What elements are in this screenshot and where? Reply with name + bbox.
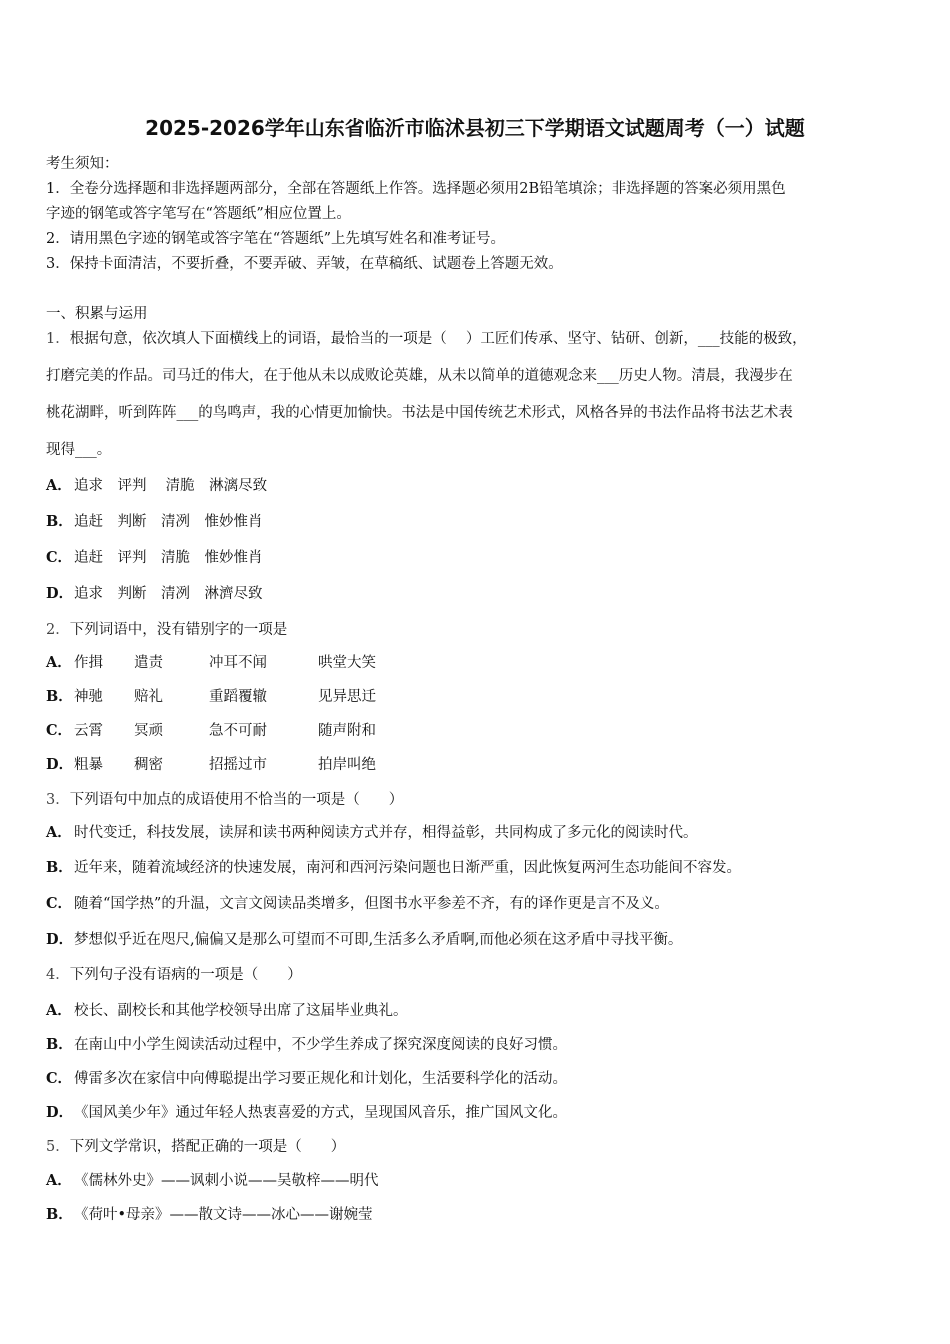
question-3-stem: [46, 788, 403, 809]
question-text: 下列语句中加点的成语使用不恰当的一项是（ ）: [69, 792, 404, 808]
option-text: 时代变迁，科技发展，读屏和读书两种阅读方式并存，相得益彰，共同构成了多元化的阅读时代。: [74, 825, 698, 841]
option-text: 随着“国学热”的升温，文言文阅读品类增多，但图书水平参差不齐，有的译作更是言不及义。: [74, 896, 669, 912]
question-number: 5．: [46, 1139, 70, 1155]
question-text: 根据句意，依次填人下面横线上的词语，最恰当的一项是（ ）工匠们传承、坚守、钻研、创新，___技能的极致，: [69, 331, 807, 347]
option-text: 追赶 评判 清脆 惟妙惟肖: [74, 550, 263, 566]
option-text: 校长、副校长和其他学校领导出席了这届毕业典礼。: [74, 1003, 408, 1019]
option-label: A．: [46, 477, 72, 494]
option-c[interactable]: [46, 719, 376, 740]
option-text: 近年来，随着流域经济的快速发展，南河和西河污染问题也日渐严重，因此恢复两河生态功能间不容发。: [74, 860, 741, 876]
option-text: 《儒林外史》——讽刺小说——吴敬梓——明代: [74, 1173, 379, 1189]
notice-item: 2．请用黑色字迹的钢笔或答字笔在“答题纸”上先填写姓名和准考证号。: [46, 231, 506, 247]
option-b[interactable]: [46, 1033, 567, 1054]
option-label: B．: [46, 1206, 73, 1223]
word: 随声附和: [318, 723, 376, 739]
word: 云霄: [74, 723, 103, 739]
option-b[interactable]: [46, 510, 263, 531]
option-label: A．: [46, 824, 72, 841]
question-1-line: 打磨完美的作品。司马迁的伟大，在于他从未以成败论英雄，从未以简单的道德观念来___历史人物。清晨，我漫步在: [46, 368, 793, 384]
notice-heading: 考生须知：: [46, 156, 119, 172]
word: 遣责: [134, 655, 163, 671]
question-number: 4．: [46, 967, 70, 983]
option-b[interactable]: [46, 1203, 373, 1224]
option-label: C．: [46, 549, 73, 566]
option-label: C．: [46, 1070, 73, 1087]
question-text: 下列文学常识，搭配正确的一项是（ ）: [69, 1139, 346, 1155]
question-1-line: 桃花湖畔，听到阵阵___的鸟鸣声，我的心情更加愉快。书法是中国传统艺术形式，风格各异的书法作品将书法艺术表: [46, 405, 793, 421]
option-d[interactable]: [46, 928, 682, 949]
word: 作揖: [74, 655, 103, 671]
option-label: C．: [46, 722, 73, 739]
option-text: 傅雷多次在家信中向傅聪提出学习要正规化和计划化，生活要科学化的活动。: [74, 1071, 567, 1087]
option-d[interactable]: [46, 753, 376, 774]
option-d[interactable]: [46, 582, 263, 603]
question-2-stem: [46, 618, 287, 639]
question-5-stem: [46, 1135, 345, 1156]
option-a[interactable]: [46, 474, 267, 495]
question-number: 2．: [46, 622, 70, 638]
question-1-line: 现得___。: [46, 442, 112, 458]
option-c[interactable]: [46, 546, 263, 567]
option-text: 《荷叶•母亲》——散文诗——冰心——谢婉莹: [74, 1207, 373, 1223]
question-number: 3．: [46, 792, 70, 808]
question-1-stem: [46, 327, 807, 348]
word: 粗暴: [74, 757, 103, 773]
option-text: 追赶 判断 清冽 惟妙惟肖: [74, 514, 263, 530]
option-label: D．: [46, 1104, 74, 1121]
word: 拍岸叫绝: [318, 757, 376, 773]
word: 哄堂大笑: [318, 655, 376, 671]
notice-item: 1．全卷分选择题和非选择题两部分，全部在答题纸上作答。选择题必须用2B铅笔填涂；非选择题的答案必须用黑色: [46, 181, 786, 197]
option-label: D．: [46, 931, 74, 948]
word: 急不可耐: [209, 723, 267, 739]
option-d[interactable]: [46, 1101, 567, 1122]
option-label: C．: [46, 895, 73, 912]
question-text: 下列句子没有语病的一项是（ ）: [69, 967, 302, 983]
option-label: A．: [46, 654, 72, 671]
word: 稠密: [134, 757, 163, 773]
option-a[interactable]: [46, 1169, 379, 1190]
section-heading: 一、积累与运用: [46, 306, 148, 322]
option-a[interactable]: [46, 999, 408, 1020]
notice-item: 3．保持卡面清洁，不要折叠，不要弄破、弄皱，在草稿纸、试题卷上答题无效。: [46, 256, 563, 272]
word: 神驰: [74, 689, 103, 705]
notice-item: 字迹的钢笔或答字笔写在“答题纸”相应位置上。: [46, 206, 351, 222]
option-text: 追求 判断 清冽 淋濟尽致: [74, 586, 263, 602]
option-a[interactable]: [46, 821, 698, 842]
option-c[interactable]: [46, 1067, 567, 1088]
option-label: B．: [46, 859, 73, 876]
option-a[interactable]: [46, 651, 376, 672]
word: 招摇过市: [209, 757, 267, 773]
option-label: D．: [46, 756, 74, 773]
option-label: A．: [46, 1172, 72, 1189]
option-text: 梦想似乎近在咫尺,偏偏又是那么可望而不可即,生活多么矛盾啊,而他必须在这矛盾中寻找平衡。: [74, 932, 683, 948]
page-title: 2025-2026学年山东省临沂市临沭县初三下学期语文试题周考（一）试题: [145, 116, 805, 140]
option-text: 在南山中小学生阅读活动过程中，不少学生养成了探究深度阅读的良好习惯。: [74, 1037, 567, 1053]
question-4-stem: [46, 963, 302, 984]
question-text: 下列词语中，没有错别字的一项是: [69, 622, 288, 638]
word: 冲耳不闻: [209, 655, 267, 671]
option-b[interactable]: [46, 856, 741, 877]
word: 重蹈覆辙: [209, 689, 267, 705]
option-label: B．: [46, 513, 73, 530]
option-text: 追求 评判 清脆 淋漓尽致: [74, 478, 268, 494]
word: 赔礼: [134, 689, 163, 705]
option-label: B．: [46, 1036, 73, 1053]
option-label: B．: [46, 688, 73, 705]
option-text: 《国风美少年》通过年轻人热衷喜爱的方式，呈现国风音乐，推广国风文化。: [74, 1105, 567, 1121]
option-b[interactable]: [46, 685, 376, 706]
option-label: D．: [46, 585, 74, 602]
word: 见异思迁: [318, 689, 376, 705]
word: 冥顽: [134, 723, 163, 739]
question-number: 1．: [46, 331, 70, 347]
option-label: A．: [46, 1002, 72, 1019]
option-c[interactable]: [46, 892, 669, 913]
